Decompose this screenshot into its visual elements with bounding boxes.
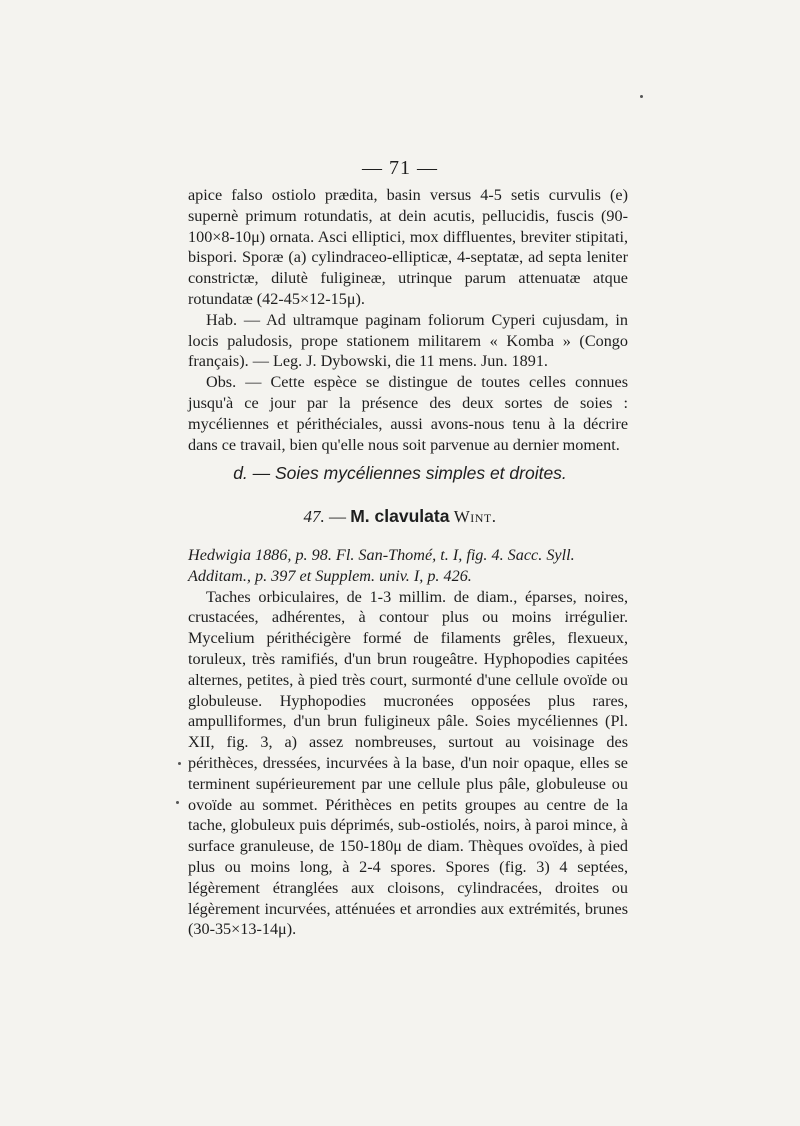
continuation-block <box>188 185 628 455</box>
margin-speck <box>640 95 643 98</box>
reference-line-1: Hedwigia 1886, p. 98. Fl. San-Thomé, t. I, fig. 4. Sacc. Syll. <box>188 546 575 564</box>
species-author: Wint. <box>453 507 497 526</box>
description-paragraph: Taches orbiculaires, de 1-3 millim. de diam., éparses, noires, crustacées, adhérentes, à contour plus ou moins irrégulier. Mycelium périthécigère formé de filaments grêles, flexueux, toruleux, très ramifiés, d'un brun rougeâtre. Hyphopodies capitées alternes, petites, à pied très court, surmonté d'une cellule ovoïde ou globuleuse. Hyphopodies mucronées opposées plus rares, ampulliformes, d'un brun fuligineux pâle. Soies mycéliennes (Pl. XII, fig. 3, a) assez nombreuses, surtout au voisinage des périthèces, dressées, incurvées à la base, d'un noir opaque, elles se terminent supérieurement par une cellule plus pâle, globuleuse ou ovoïde au sommet. Périthèces en petits groupes au centre de la tache, globuleux puis déprimés, sub-ostiolés, noirs, à paroi mince, à surface granuleuse, de 150-180μ de diam. Thèques ovoïdes, à pied plus ou moins long, à 2-4 spores. Spores (fig. 3) 4 septées, légèrement étranglées aux cloisons, cylindracées, droites ou légèrement incurvées, atténuées et arrondies aux extrémités, brunes (30-35×13-14μ). <box>188 587 628 939</box>
margin-speck <box>176 801 179 804</box>
species-heading <box>0 506 800 527</box>
species-number: 47. <box>303 507 325 526</box>
species-block <box>188 545 628 940</box>
margin-speck <box>178 762 181 765</box>
obs-paragraph: Obs. — Cette espèce se distingue de toutes celles connues jusqu'à ce jour par la présence des deux sortes de soies : mycéliennes et périthéciales, aussi avons-nous tenu à la décrire dans ce travail, bien qu'elle nous soit parvenue au dernier moment. <box>188 373 628 454</box>
bibliographic-reference <box>188 545 628 587</box>
species-name: M. clavulata <box>350 506 450 526</box>
hab-paragraph: Hab. — Ad ultramque paginam foliorum Cyperi cujusdam, in locis paludosis, prope stationem militarem « Komba » (Congo français). — Leg. J. Dybowski, die 11 mens. Jun. 1891. <box>188 310 628 371</box>
species-dash: — <box>328 507 346 526</box>
intro-paragraph: apice falso ostiolo prædita, basin versus 4-5 setis curvulis (e) supernè primum rotundatis, at dein acutis, pellucidis, fuscis (90-100×8-10μ) ornata. Asci elliptici, mox diffluentes, breviter stipitati, bispori. Sporæ (a) cylindraceo-ellipticæ, 4-septatæ, ad septa leniter constrictæ, dilutè fuligineæ, utrinque parum attenuatæ atque rotundatæ (42-45×12-15μ). <box>188 186 628 308</box>
page-number: — 71 — <box>362 157 438 179</box>
reference-line-2: Additam., p. 397 et Supplem. univ. I, p. 426. <box>188 566 472 585</box>
section-heading: d. — Soies mycéliennes simples et droites. <box>233 463 567 483</box>
